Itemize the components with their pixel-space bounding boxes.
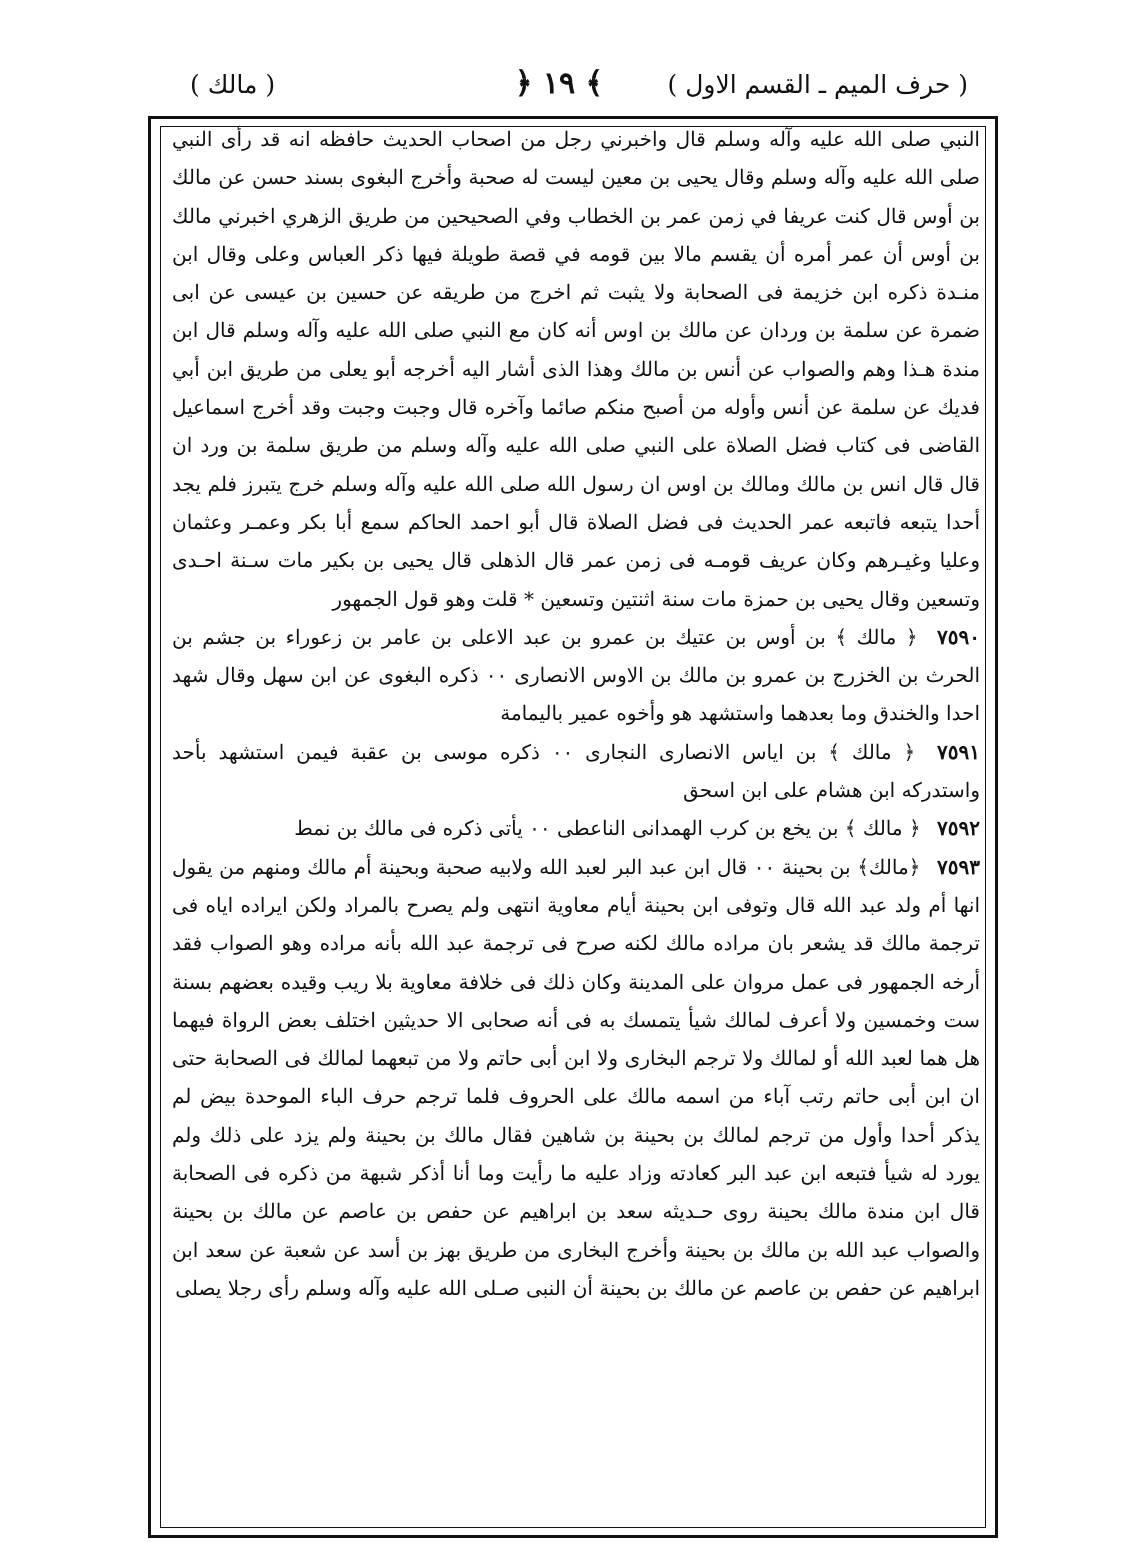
entry-text: ﴿مالك﴾ بن بحينة ٠٠ قال ابن عبد البر لعبد الله ولابيه صحبة وبحينة أم مالك ومنهم من يقول انها أم ولد عبد الله قال وتوفى ابن بحينة أيام معاوية انتهى ولم يصرح بالمراد ولكن ايراده اياه فى ترجمة مالك قد يشعر بان مراده مالك لكنه صرح فى ترجمة عبد الله بأنه مراده وهو الصواب فقد أرخه الجمهور فى عمل مروان على المدينة وكان ذلك فى خلافة معاوية بلا ريب وقيده بعضهم بسنة ست وخمسين ولا أعرف لمالك شيأ يتمسك به فى أنه صحابى الا حديثين اختلف بعض الرواة فيهما هل هما لعبد الله أو لمالك ولا ترجم البخارى ولا ابن أبى حاتم ولا من تبعهما لمالك فى الصحابة حتى ان ابن أبى حاتم رتب آباء من اسمه مالك على الحروف فلما ترجم حرف الباء الموحدة بيض لم يذكر أحدا وأول من ترجم لمالك بن بحينة بن شاهين فقال مالك بن بحينة ولم يزد على ذلك ولم يورد له شيأ فتبعه ابن عبد البر كعادته وزاد عليه ما رأيت وما أنا أذكر شبهة من ذكره فى الصحابة قال ابن مندة مالك بحينة روى حـديثه سعد بن ابراهيم عن حفص بن عاصم عن مالك بن بحينة والصواب عبد الله بن مالك بن بحينة وأخرج البخارى من طريق بهز بن أسد عن شعبة عن سعد ابن ابراهيم عن حفص بن عاصم عن مالك بن بحينة أن النبى صـلى الله عليه وآله وسلم رأى رجلا يصلى [172,854,981,1300]
running-header [150,64,968,114]
entry-text: ﴿ مالك ﴾ بن أوس بن عتيك بن عمرو بن عبد الاعلى بن عامر بن زعوراء بن جشم بن الحرث بن الخزرج بن عمرو بن مالك بن الاوس الانصارى ٠٠ ذكره البغوى عن ابن سهل وقال شهد احدا والخندق وما بعدهما واستشهد هو وأخوه عمير باليمامة [172,624,980,726]
page-body [172,120,980,1307]
entry-text: ﴿ مالك ﴾ بن يخع بن كرب الهمدانى الناعطى ٠٠ يأتى ذكره فى مالك بن نمط [294,816,921,841]
entry-number: ٧٥٩١ [937,739,981,764]
chapter-title: ( حرف الميم ـ القسم الاول ) [667,70,968,99]
entry-number: ٧٥٩٢ [937,816,980,841]
entry-text: ﴿ مالك ﴾ بن اياس الانصارى النجارى ٠٠ ذكره موسى بن عقبة فيمن استشهد بأحد واستدركه ابن هشام على ابن اسحق [172,739,980,803]
page-number: ﴿ ١٩ ﴾ [514,66,604,101]
entry-7591 [172,733,980,810]
entry-7593 [172,848,980,1308]
entry-7590 [172,618,980,733]
entry-title: ( مالك ) [190,70,276,99]
entry-number: ٧٥٩٠ [937,624,981,649]
entry-7592 [172,809,980,847]
intro-paragraph: النبي صلى الله عليه وآله وسلم قال واخبرني رجل من اصحاب الحديث حافظه انه قد رأى النبي صلى الله عليه وآله وسلم وقال يحيى بن معين ليست له صحبة وأخرج البغوى بسند حسن عن مالك بن أوس قال كنت عريفا في زمن عمر بن الخطاب وفي الصحيحين من طريق الزهري اخبرني مالك بن أوس أن عمر أمره أن يقسم مالا بين قومه في قصة طويلة فيها ذكر العباس وعلى وقال ابن منـدة ذكره ابن خزيمة فى الصحابة ولا يثبت ثم اخرج من طريقه عن حسين بن عيسى عن ابى ضمرة عن سلمة بن وردان عن مالك بن اوس أنه كان مع النبي صلى الله عليه وآله وسلم قال ابن مندة هـذا وهم والصواب عن أنس بن مالك وهذا الذى أشار اليه أخرجه أبو يعلى من طريق ابن أبي فديك عن سلمة عن أنس وأوله من أصبح منكم صائما وآخره قال وجبت وجبت وقد أخرج اسماعيل القاضى فى كتاب فضل الصلاة على النبي صلى الله عليه وآله وسلم من طريق سلمة بن ورد ان قال قال انس بن مالك ومالك بن اوس ان رسول الله صلى الله عليه وآله وسلم خرج يتبرز فلم يجد أحدا يتبعه فاتبعه عمر الحديث فى فضل الصلاة قال أبو احمد الحاكم سمع أبا بكر وعمـر وعثمان وعليا وغيـرهم وكان عريف قومـه فى زمن عمر قال الذهلى قال يحيى بن بكير مات سـنة احـدى وتسعين وقال يحيى بن حمزة مات سنة اثنتين وتسعين * قلت وهو قول الجمهور [172,127,980,611]
entry-number: ٧٥٩٣ [937,854,980,879]
